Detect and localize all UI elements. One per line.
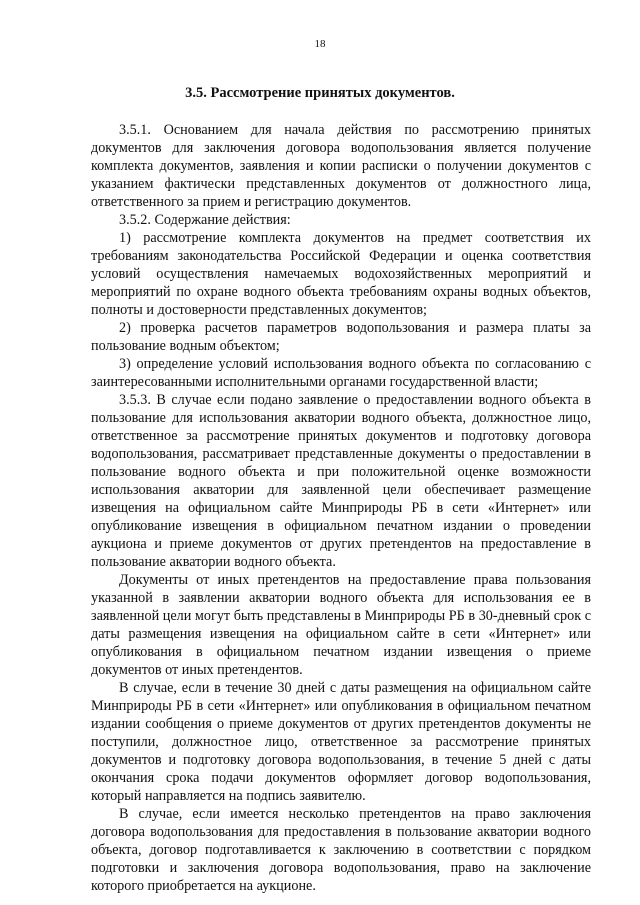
section-heading: 3.5. Рассмотрение принятых документов. [185, 85, 455, 101]
paragraph-3-5-2: 3.5.2. Содержание действия: [119, 212, 291, 228]
paragraph-other-applicants: Документы от иных претендентов на предоставление права пользования указанной в заявлении акватории водного объекта для использования ее в заявленной цели могут быть представлены в Минприроды РБ в 30-дневный срок с даты размещения извещения на официальном сайте в сети «Интернет» или опубликования в официальном печатном издании извещения о приеме документов от иных претендентов. [91, 572, 591, 678]
list-item-2: 2) проверка расчетов параметров водопользования и размера платы за пользование водным объектом; [91, 320, 591, 354]
paragraph-3-5-3: 3.5.3. В случае если подано заявление о предоставлении водного объекта в пользование для использования акватории водного объекта, должностное лицо, ответственное за рассмотрение принятых документов и подготовку договора водопользования, рассматривает представленные документы о предоставлении в пользование водного объекта и при положительной оценке возможности использования акватории для заявленной цели обеспечивает размещение извещения на официальном сайте Минприроды РБ в сети «Интернет» или опубликование извещения в официальном печатном издании о проведении аукциона и приеме документов от других претендентов на предоставление в пользование акватории водного объекта. [91, 392, 591, 570]
list-item-3: 3) определение условий использования водного объекта по согласованию с заинтересованными исполнительными органами государственной власти; [91, 356, 591, 390]
list-item-1: 1) рассмотрение комплекта документов на предмет соответствия их требованиям законодательства Российской Федерации и оценка соответствия условий осуществления намечаемых водохозяйственных мероприятий и мероприятий по охране водного объекта требованиям охраны водных объектов, полноты и достоверности представленных документов; [91, 230, 591, 318]
page-number: 18 [314, 38, 326, 50]
paragraph-multiple-applicants: В случае, если имеется несколько претендентов на право заключения договора водопользования для предоставления в пользование акватории водного объекта, договор подготавливается к заключению в соответствии с порядком подготовки и заключения договора водопользования, право на заключение которого приобретается на аукционе. [91, 806, 591, 894]
document-body [91, 121, 591, 895]
paragraph-no-documents: В случае, если в течение 30 дней с даты размещения на официальном сайте Минприроды РБ в сети «Интернет» или опубликования в официальном печатном издании сообщения о приеме документов от других претендентов документы не поступили, должностное лицо, ответственное за рассмотрение принятых документов и подготовку договора водопользования, в течение 5 дней с даты окончания срока подачи документов оформляет договор водопользования, который направляется на подпись заявителю. [91, 680, 591, 804]
paragraph-3-5-1: 3.5.1. Основанием для начала действия по рассмотрению принятых документов для заключения договора водопользования является получение комплекта документов, заявления и копии расписки о получении документов с указанием фактически представленных документов от должностного лица, ответственного за прием и регистрацию документов. [91, 122, 591, 210]
